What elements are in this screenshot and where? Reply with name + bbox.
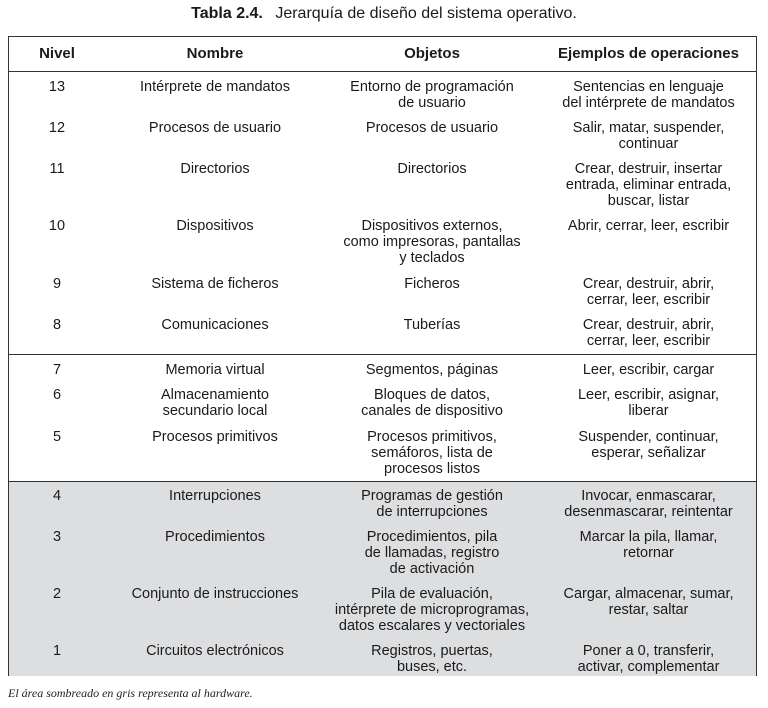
- cell-line: datos escalares y vectoriales: [338, 618, 526, 634]
- cell-objetos: [325, 643, 539, 675]
- cell-line: Intérprete de mandatos: [140, 79, 290, 95]
- cell-line: y teclados: [399, 250, 465, 266]
- cell-line: Cargar, almacenar, sumar,: [563, 586, 734, 602]
- cell-nombre: [105, 387, 325, 419]
- cell-line: Programas de gestión: [361, 488, 503, 504]
- cell-nombre: [105, 161, 325, 177]
- cell-line: Interrupciones: [169, 488, 261, 504]
- cell-line: 10: [48, 218, 66, 234]
- cell-line: Salir, matar, suspender,: [572, 120, 725, 136]
- header-nivel: Nivel: [39, 45, 75, 62]
- cell-line: Segmentos, páginas: [365, 362, 499, 378]
- cell-line: desenmascarar, reintentar: [564, 504, 733, 520]
- cell-ejemplos: [539, 643, 758, 675]
- cell-line: de llamadas, registro: [364, 545, 500, 561]
- table-title: Jerarquía de diseño del sistema operativo.: [275, 5, 577, 22]
- table-header: [9, 37, 756, 72]
- table-number: Tabla 2.4.: [191, 5, 263, 22]
- cell-nombre: [105, 79, 325, 95]
- cell-line: restar, saltar: [608, 602, 689, 618]
- cell-line: Directorios: [397, 161, 467, 177]
- cell-line: cerrar, leer, escribir: [586, 333, 711, 349]
- cell-line: Sentencias en lenguaje: [573, 79, 724, 95]
- cell-line: 12: [48, 120, 66, 136]
- cell-line: de usuario: [398, 95, 466, 111]
- cell-ejemplos: [539, 362, 758, 378]
- cell-nombre: [105, 643, 325, 659]
- cell-line: cerrar, leer, escribir: [586, 292, 711, 308]
- cell-objetos: [325, 429, 539, 477]
- cell-line: Conjunto de instrucciones: [131, 586, 299, 602]
- cell-nombre: [105, 586, 325, 602]
- cell-ejemplos: [539, 586, 758, 618]
- cell-objetos: [325, 362, 539, 378]
- cell-objetos: [325, 120, 539, 136]
- cell-nivel: [9, 488, 105, 504]
- cell-line: Leer, escribir, cargar: [582, 362, 715, 378]
- cell-line: esperar, señalizar: [591, 445, 706, 461]
- cell-line: Bloques de datos,: [373, 387, 491, 403]
- cell-nivel: [9, 218, 105, 234]
- software-section: [9, 72, 756, 354]
- cell-line: Registros, puertas,: [371, 643, 493, 659]
- cell-line: Invocar, enmascarar,: [581, 488, 716, 504]
- cell-line: como impresoras, pantallas: [343, 234, 521, 250]
- cell-nivel: [9, 317, 105, 333]
- cell-ejemplos: [539, 488, 758, 520]
- cell-objetos: [325, 529, 539, 577]
- cell-objetos: [325, 586, 539, 634]
- cell-nivel: [9, 387, 105, 403]
- cell-line: Crear, destruir, abrir,: [582, 276, 715, 292]
- cell-line: retornar: [623, 545, 674, 561]
- cell-line: entrada, eliminar entrada,: [565, 177, 732, 193]
- cell-nivel: [9, 643, 105, 659]
- cell-line: 5: [52, 429, 62, 445]
- cell-nivel: [9, 79, 105, 95]
- cell-nivel: [9, 161, 105, 177]
- cell-nombre: [105, 429, 325, 445]
- cell-line: procesos listos: [384, 461, 480, 477]
- cell-line: 11: [49, 161, 65, 177]
- cell-line: Procesos de usuario: [365, 120, 499, 136]
- cell-line: 8: [52, 317, 62, 333]
- header-nombre: Nombre: [186, 45, 244, 62]
- cell-line: canales de dispositivo: [361, 403, 503, 419]
- cell-line: secundario local: [162, 403, 268, 419]
- header-objetos: Objetos: [404, 45, 460, 62]
- cell-nivel: [9, 362, 105, 378]
- cell-line: 9: [52, 276, 62, 292]
- cell-line: Sistema de ficheros: [151, 276, 279, 292]
- header-ejemplos: Ejemplos de operaciones: [558, 45, 739, 62]
- cell-ejemplos: [539, 317, 758, 349]
- hardware-section: [9, 481, 756, 676]
- cell-nombre: [105, 529, 325, 545]
- os-hierarchy-table: [8, 36, 757, 676]
- cell-nombre: [105, 488, 325, 504]
- cell-line: de interrupciones: [376, 504, 488, 520]
- cell-nivel: [9, 429, 105, 445]
- cell-line: Procedimientos, pila: [366, 529, 498, 545]
- cell-line: Tuberías: [403, 317, 461, 333]
- cell-ejemplos: [539, 120, 758, 152]
- cell-ejemplos: [539, 429, 758, 461]
- cell-line: Comunicaciones: [161, 317, 269, 333]
- cell-line: intérprete de microprogramas,: [334, 602, 530, 618]
- cell-objetos: [325, 488, 539, 520]
- cell-line: de activación: [389, 561, 475, 577]
- cell-line: 13: [48, 79, 66, 95]
- cell-ejemplos: [539, 161, 758, 209]
- cell-line: Dispositivos: [176, 218, 254, 234]
- cell-objetos: [325, 161, 539, 177]
- cell-line: Marcar la pila, llamar,: [579, 529, 718, 545]
- cell-line: Crear, destruir, insertar: [574, 161, 723, 177]
- cell-line: liberar: [628, 403, 669, 419]
- cell-nivel: [9, 276, 105, 292]
- cell-line: Circuitos electrónicos: [146, 643, 284, 659]
- cell-line: semáforos, lista de: [371, 445, 493, 461]
- cell-nombre: [105, 218, 325, 234]
- cell-line: Almacenamiento: [161, 387, 269, 403]
- cell-line: Directorios: [180, 161, 250, 177]
- middle-section: [9, 354, 756, 481]
- cell-line: buscar, listar: [607, 193, 690, 209]
- cell-line: Procedimientos: [165, 529, 265, 545]
- cell-nivel: [9, 529, 105, 545]
- cell-line: buses, etc.: [396, 659, 468, 675]
- cell-line: 3: [52, 529, 62, 545]
- cell-line: Crear, destruir, abrir,: [582, 317, 715, 333]
- cell-line: Procesos primitivos,: [367, 429, 497, 445]
- cell-ejemplos: [539, 529, 758, 561]
- cell-ejemplos: [539, 387, 758, 419]
- cell-nombre: [105, 120, 325, 136]
- cell-ejemplos: [539, 218, 758, 234]
- cell-objetos: [325, 218, 539, 266]
- cell-objetos: [325, 276, 539, 292]
- cell-ejemplos: [539, 79, 758, 111]
- cell-line: Ficheros: [404, 276, 460, 292]
- cell-ejemplos: [539, 276, 758, 308]
- cell-objetos: [325, 387, 539, 419]
- cell-line: Procesos de usuario: [148, 120, 282, 136]
- cell-nombre: [105, 276, 325, 292]
- cell-line: Procesos primitivos: [152, 429, 278, 445]
- cell-line: Entorno de programación: [350, 79, 514, 95]
- cell-line: Suspender, continuar,: [578, 429, 719, 445]
- cell-line: Memoria virtual: [165, 362, 265, 378]
- cell-objetos: [325, 79, 539, 111]
- cell-line: 6: [52, 387, 62, 403]
- cell-nombre: [105, 362, 325, 378]
- cell-line: 2: [52, 586, 62, 602]
- cell-nivel: [9, 586, 105, 602]
- cell-objetos: [325, 317, 539, 333]
- cell-line: 4: [52, 488, 62, 504]
- cell-line: Leer, escribir, asignar,: [577, 387, 720, 403]
- table-caption: [0, 4, 768, 24]
- cell-line: 7: [52, 362, 62, 378]
- cell-line: Abrir, cerrar, leer, escribir: [567, 218, 730, 234]
- cell-nombre: [105, 317, 325, 333]
- cell-line: activar, complementar: [577, 659, 720, 675]
- cell-nivel: [9, 120, 105, 136]
- cell-line: continuar: [618, 136, 679, 152]
- cell-line: Dispositivos externos,: [361, 218, 503, 234]
- cell-line: Poner a 0, transferir,: [582, 643, 715, 659]
- cell-line: Pila de evaluación,: [371, 586, 493, 602]
- cell-line: 1: [52, 643, 62, 659]
- footnote: El área sombreado en gris representa al hardware.: [8, 686, 253, 700]
- cell-line: del intérprete de mandatos: [562, 95, 735, 111]
